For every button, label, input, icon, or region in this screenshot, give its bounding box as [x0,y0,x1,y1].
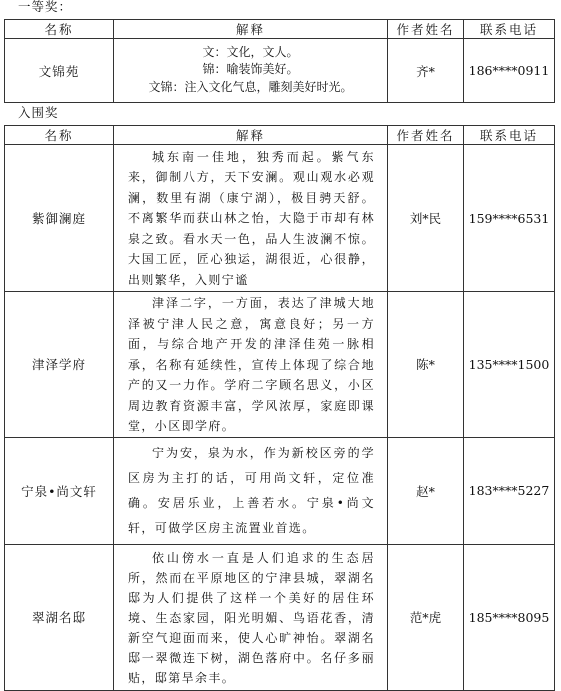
table-row [5,39,555,103]
entry-author: 齐* [388,39,464,103]
entry-phone: 183****5227 [464,437,555,544]
table-row [5,292,555,438]
entry-name: 紫御澜庭 [5,145,114,292]
entry-explanation [114,292,388,438]
entry-explanation [114,39,388,103]
entry-explanation [114,544,388,690]
shortlist-table [4,125,555,691]
explain-line: 锦：喻装饰美好。 [202,62,299,77]
entry-author: 范*虎 [388,544,464,690]
table-row [5,437,555,544]
header-phone: 联系电话 [464,20,555,39]
entry-author: 陈* [388,292,464,438]
header-phone: 联系电话 [464,126,555,145]
header-author: 作者姓名 [388,126,464,145]
explain-text: 城东南一佳地，独秀而起。紫气东来，御制八方，天下安澜。观山观水必观澜，数里有湖（康宁湖），极目骋天舒。不离繁华而获山林之怡，大隐于市却有林泉之致。看水天一色，品人生波澜不惊。大国工匠，匠心独运，湖很近，心很静，出则繁华，入则宁谧 [128,149,375,287]
entry-name: 翠湖名邸 [5,544,114,690]
explain-line: 文锦：注入文化气息，雕刻美好时光。 [148,79,353,94]
entry-explanation [114,437,388,544]
explain-text: 津泽二字，一方面，表达了津城大地泽被宁津人民之意，寓意良好；另一方面，与综合地产开发的津泽佳苑一脉相承，名称有延续性，宣传上体现了综合地产的又一力作。学府二字顾名思义，小区周边教育资源丰富，学风浓厚，家庭即课堂，小区即学府。 [128,296,375,433]
header-name: 名称 [5,126,114,145]
table-row [5,145,555,292]
entry-phone: 159****6531 [464,145,555,292]
explain-text: 宁为安，泉为水，作为新校区旁的学区房为主打的话，可用尚文轩，定位准确。安居乐业，上善若水。宁泉•尚文轩，可做学区房主流置业首选。 [128,446,375,535]
entry-name: 宁泉•尚文轩 [5,437,114,544]
table-row [5,544,555,690]
explain-text: 依山傍水一直是人们追求的生态居所，然而在平原地区的宁津县城，翠湖名邸为人们提供了这样一个美好的居住环境、生态家园，阳光明媚、鸟语花香，清新空气迎面而来，使人心旷神怡。翠湖名邸一翠微连下树，湖色落府中。名仔多丽贴，邸第旱余丰。 [128,550,375,685]
header-author: 作者姓名 [388,20,464,39]
first-prize-table [4,19,555,103]
shortlist-heading: 入围奖 [18,105,59,120]
entry-name: 津泽学府 [5,292,114,438]
first-prize-heading: 一等奖： [18,0,73,14]
explain-line: 文：文化，文人。 [202,44,299,59]
header-explain: 解释 [114,20,388,39]
entry-phone: 185****8095 [464,544,555,690]
header-name: 名称 [5,20,114,39]
entry-author: 刘*民 [388,145,464,292]
entry-phone: 186****0911 [464,39,555,103]
table-header-row [5,20,555,39]
entry-author: 赵* [388,437,464,544]
table-header-row [5,126,555,145]
entry-explanation [114,145,388,292]
entry-phone: 135****1500 [464,292,555,438]
entry-name: 文锦苑 [5,39,114,103]
header-explain: 解释 [114,126,388,145]
